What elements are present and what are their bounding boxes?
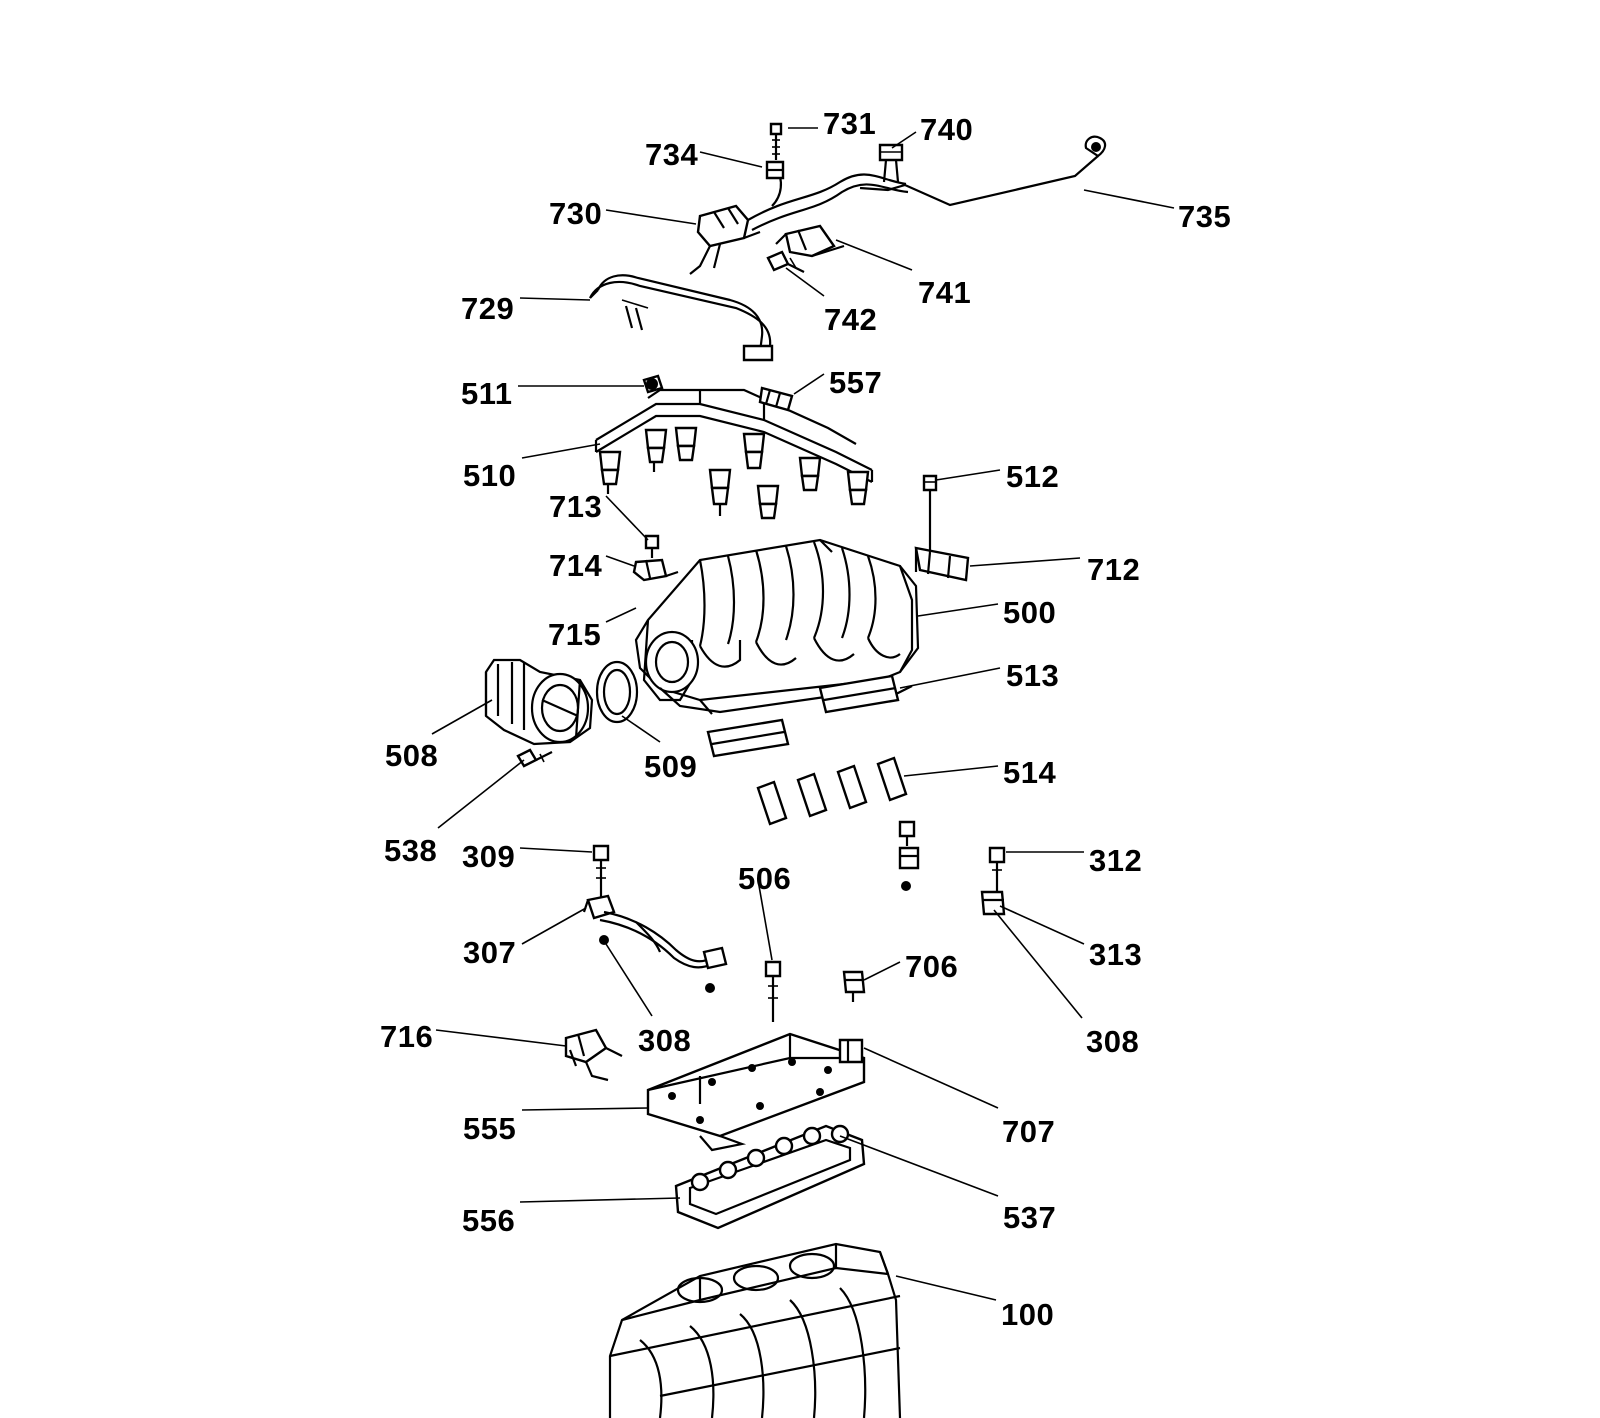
part-509-gasket: [597, 662, 637, 722]
part-506-bolt: [766, 962, 780, 1022]
callout-556: 556: [462, 1203, 516, 1238]
callout-734: 734: [645, 137, 699, 172]
part-706-stud: [844, 972, 864, 1002]
callout-506: 506: [738, 861, 792, 896]
callout-730: 730: [549, 196, 603, 231]
part-714-sensor: [634, 560, 678, 580]
callout-715: 715: [548, 617, 602, 652]
callout-100: 100: [1001, 1297, 1055, 1332]
part-309-bolt: [594, 846, 608, 900]
callout-557: 557: [829, 365, 883, 400]
callout-712: 712: [1087, 552, 1141, 587]
part-741-bracket: [776, 226, 844, 256]
callout-307: 307: [463, 935, 517, 970]
part-730-sensor: [690, 168, 908, 274]
part-731-stud: [771, 124, 781, 160]
part-538-bolt: [518, 750, 552, 766]
part-740-clip: [880, 145, 902, 182]
part-716-sensor: [566, 1030, 622, 1080]
callout-742: 742: [824, 302, 878, 337]
part-513-gasket-2: [708, 720, 788, 756]
callout-514: 514: [1003, 755, 1057, 790]
callout-729: 729: [461, 291, 515, 326]
part-712-bracket: [916, 548, 968, 580]
callout-706: 706: [905, 949, 959, 984]
callout-308-left: 308: [638, 1023, 692, 1058]
callout-513: 513: [1006, 658, 1060, 693]
part-513-gasket: [820, 676, 898, 712]
callout-313: 313: [1089, 937, 1143, 972]
callout-735: 735: [1178, 199, 1232, 234]
callout-741: 741: [918, 275, 972, 310]
callout-555: 555: [463, 1111, 517, 1146]
callout-308-right: 308: [1086, 1024, 1140, 1059]
callout-538: 538: [384, 833, 438, 868]
part-512-stud: [924, 476, 936, 552]
part-313-nut: [982, 892, 1004, 914]
part-100-engine-block: [610, 1244, 900, 1418]
part-729-hose: [590, 275, 772, 360]
callout-500: 500: [1003, 595, 1057, 630]
callout-537: 537: [1003, 1200, 1057, 1235]
part-511-bolt: [644, 376, 662, 392]
callout-508: 508: [385, 738, 439, 773]
part-510-fuel-rail: [596, 390, 872, 518]
callout-714: 714: [549, 548, 603, 583]
callout-510: 510: [463, 458, 517, 493]
callout-716: 716: [380, 1019, 434, 1054]
part-307-harness: [584, 896, 726, 968]
part-734-connector: [767, 162, 783, 178]
part-742-bolt: [768, 252, 804, 272]
part-308-bolt-center: [900, 822, 918, 891]
callout-312: 312: [1089, 843, 1143, 878]
callout-309: 309: [462, 839, 516, 874]
part-508-throttle-body: [486, 660, 592, 744]
callout-512: 512: [1006, 459, 1060, 494]
callout-509: 509: [644, 749, 698, 784]
part-312-bolt: [990, 848, 1004, 892]
callout-511: 511: [461, 376, 513, 411]
callout-731: 731: [823, 106, 877, 141]
callout-707: 707: [1002, 1114, 1056, 1149]
part-514-seals: [758, 758, 906, 824]
callout-740: 740: [920, 112, 974, 147]
callout-713: 713: [549, 489, 603, 524]
